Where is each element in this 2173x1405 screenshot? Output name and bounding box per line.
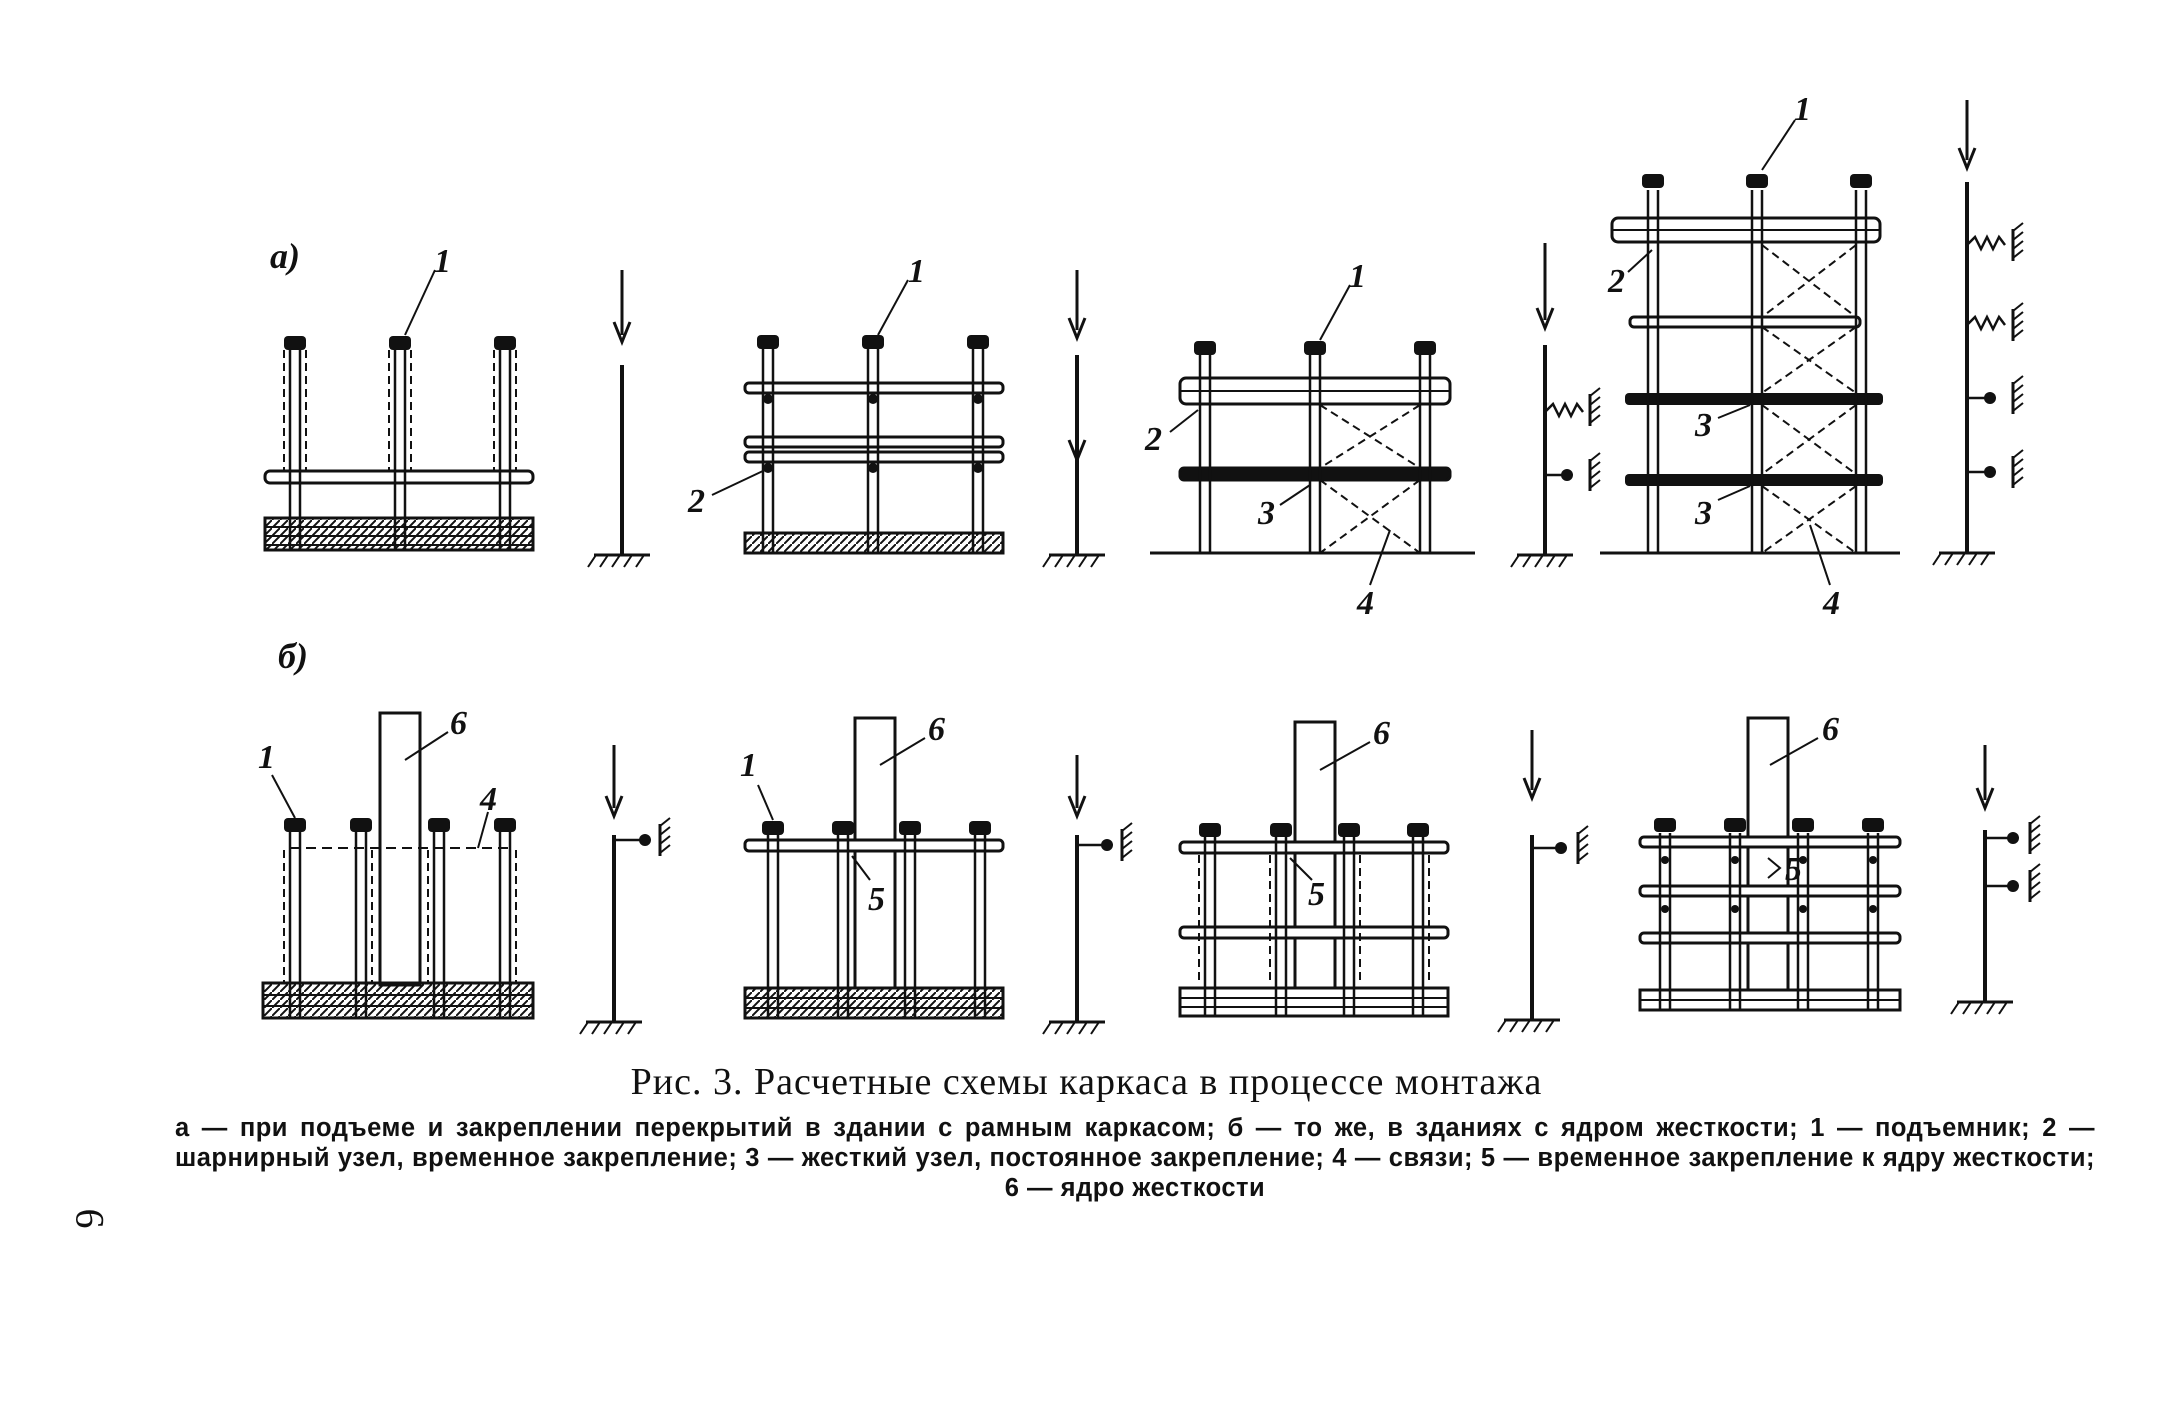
callout-5-b3: 5 — [1308, 876, 1325, 913]
callout-6-b4: 6 — [1822, 711, 1839, 748]
callout-6-b1: 6 — [450, 705, 467, 742]
row-b-label: б) — [278, 636, 308, 676]
scheme-a2 — [687, 253, 1003, 553]
scheme-b2 — [740, 711, 1003, 1018]
callout-4-a3: 4 — [1357, 585, 1374, 622]
callout-1-a3: 1 — [1349, 258, 1366, 295]
scheme-a4 — [1600, 91, 1900, 622]
callout-4-b1: 4 — [480, 781, 497, 818]
callout-6-b3: 6 — [1373, 715, 1390, 752]
callout-3-a4-upper: 3 — [1695, 407, 1712, 444]
callout-1-b2: 1 — [740, 747, 757, 784]
callout-1-b1: 1 — [258, 739, 275, 776]
callout-1-a1: 1 — [434, 243, 451, 280]
scheme-a3 — [1144, 258, 1475, 622]
model-b1 — [580, 745, 670, 1034]
model-a2 — [1043, 270, 1105, 567]
scheme-a1 — [265, 243, 533, 550]
callout-2-a3: 2 — [1145, 421, 1162, 458]
callout-2-a2: 2 — [688, 483, 705, 520]
model-b4 — [1951, 745, 2040, 1014]
model-a4 — [1933, 100, 2023, 565]
model-b3 — [1498, 730, 1588, 1032]
callout-6-b2: 6 — [928, 711, 945, 748]
model-a3 — [1511, 243, 1600, 567]
callout-2-a4: 2 — [1608, 263, 1625, 300]
scheme-b3 — [1180, 715, 1448, 1016]
figure-caption-legend: а — при подъеме и закреплении перекрытий в здании с рамным каркасом; б — то же, в зданиях с ядром жесткости; 1 — подъемник; 2 — шарнирный узел, временное закрепление; 3 — жесткий узел, постоянное закрепление; 4 — связи; 5 — временное закрепление к ядру жесткости; 6 — ядро жесткости — [175, 1114, 2095, 1202]
figure-caption-title: Рис. 3. Расчетные схемы каркаса в процессе монтажа — [630, 1061, 1543, 1103]
model-b2 — [1043, 755, 1132, 1034]
callout-3-a3: 3 — [1258, 495, 1275, 532]
callout-5-b4: 5 — [1785, 851, 1802, 888]
callout-3-a4-lower: 3 — [1695, 495, 1712, 532]
scheme-b4 — [1640, 711, 1900, 1010]
callout-1-a4: 1 — [1794, 91, 1811, 128]
scheme-b1 — [258, 705, 533, 1018]
model-a1 — [588, 270, 650, 567]
callout-1-a2: 1 — [908, 253, 925, 290]
callout-4-a4: 4 — [1823, 585, 1840, 622]
callout-5-b2: 5 — [868, 881, 885, 918]
row-a-label: а) — [270, 236, 300, 276]
page-number: 6 — [67, 1208, 113, 1229]
